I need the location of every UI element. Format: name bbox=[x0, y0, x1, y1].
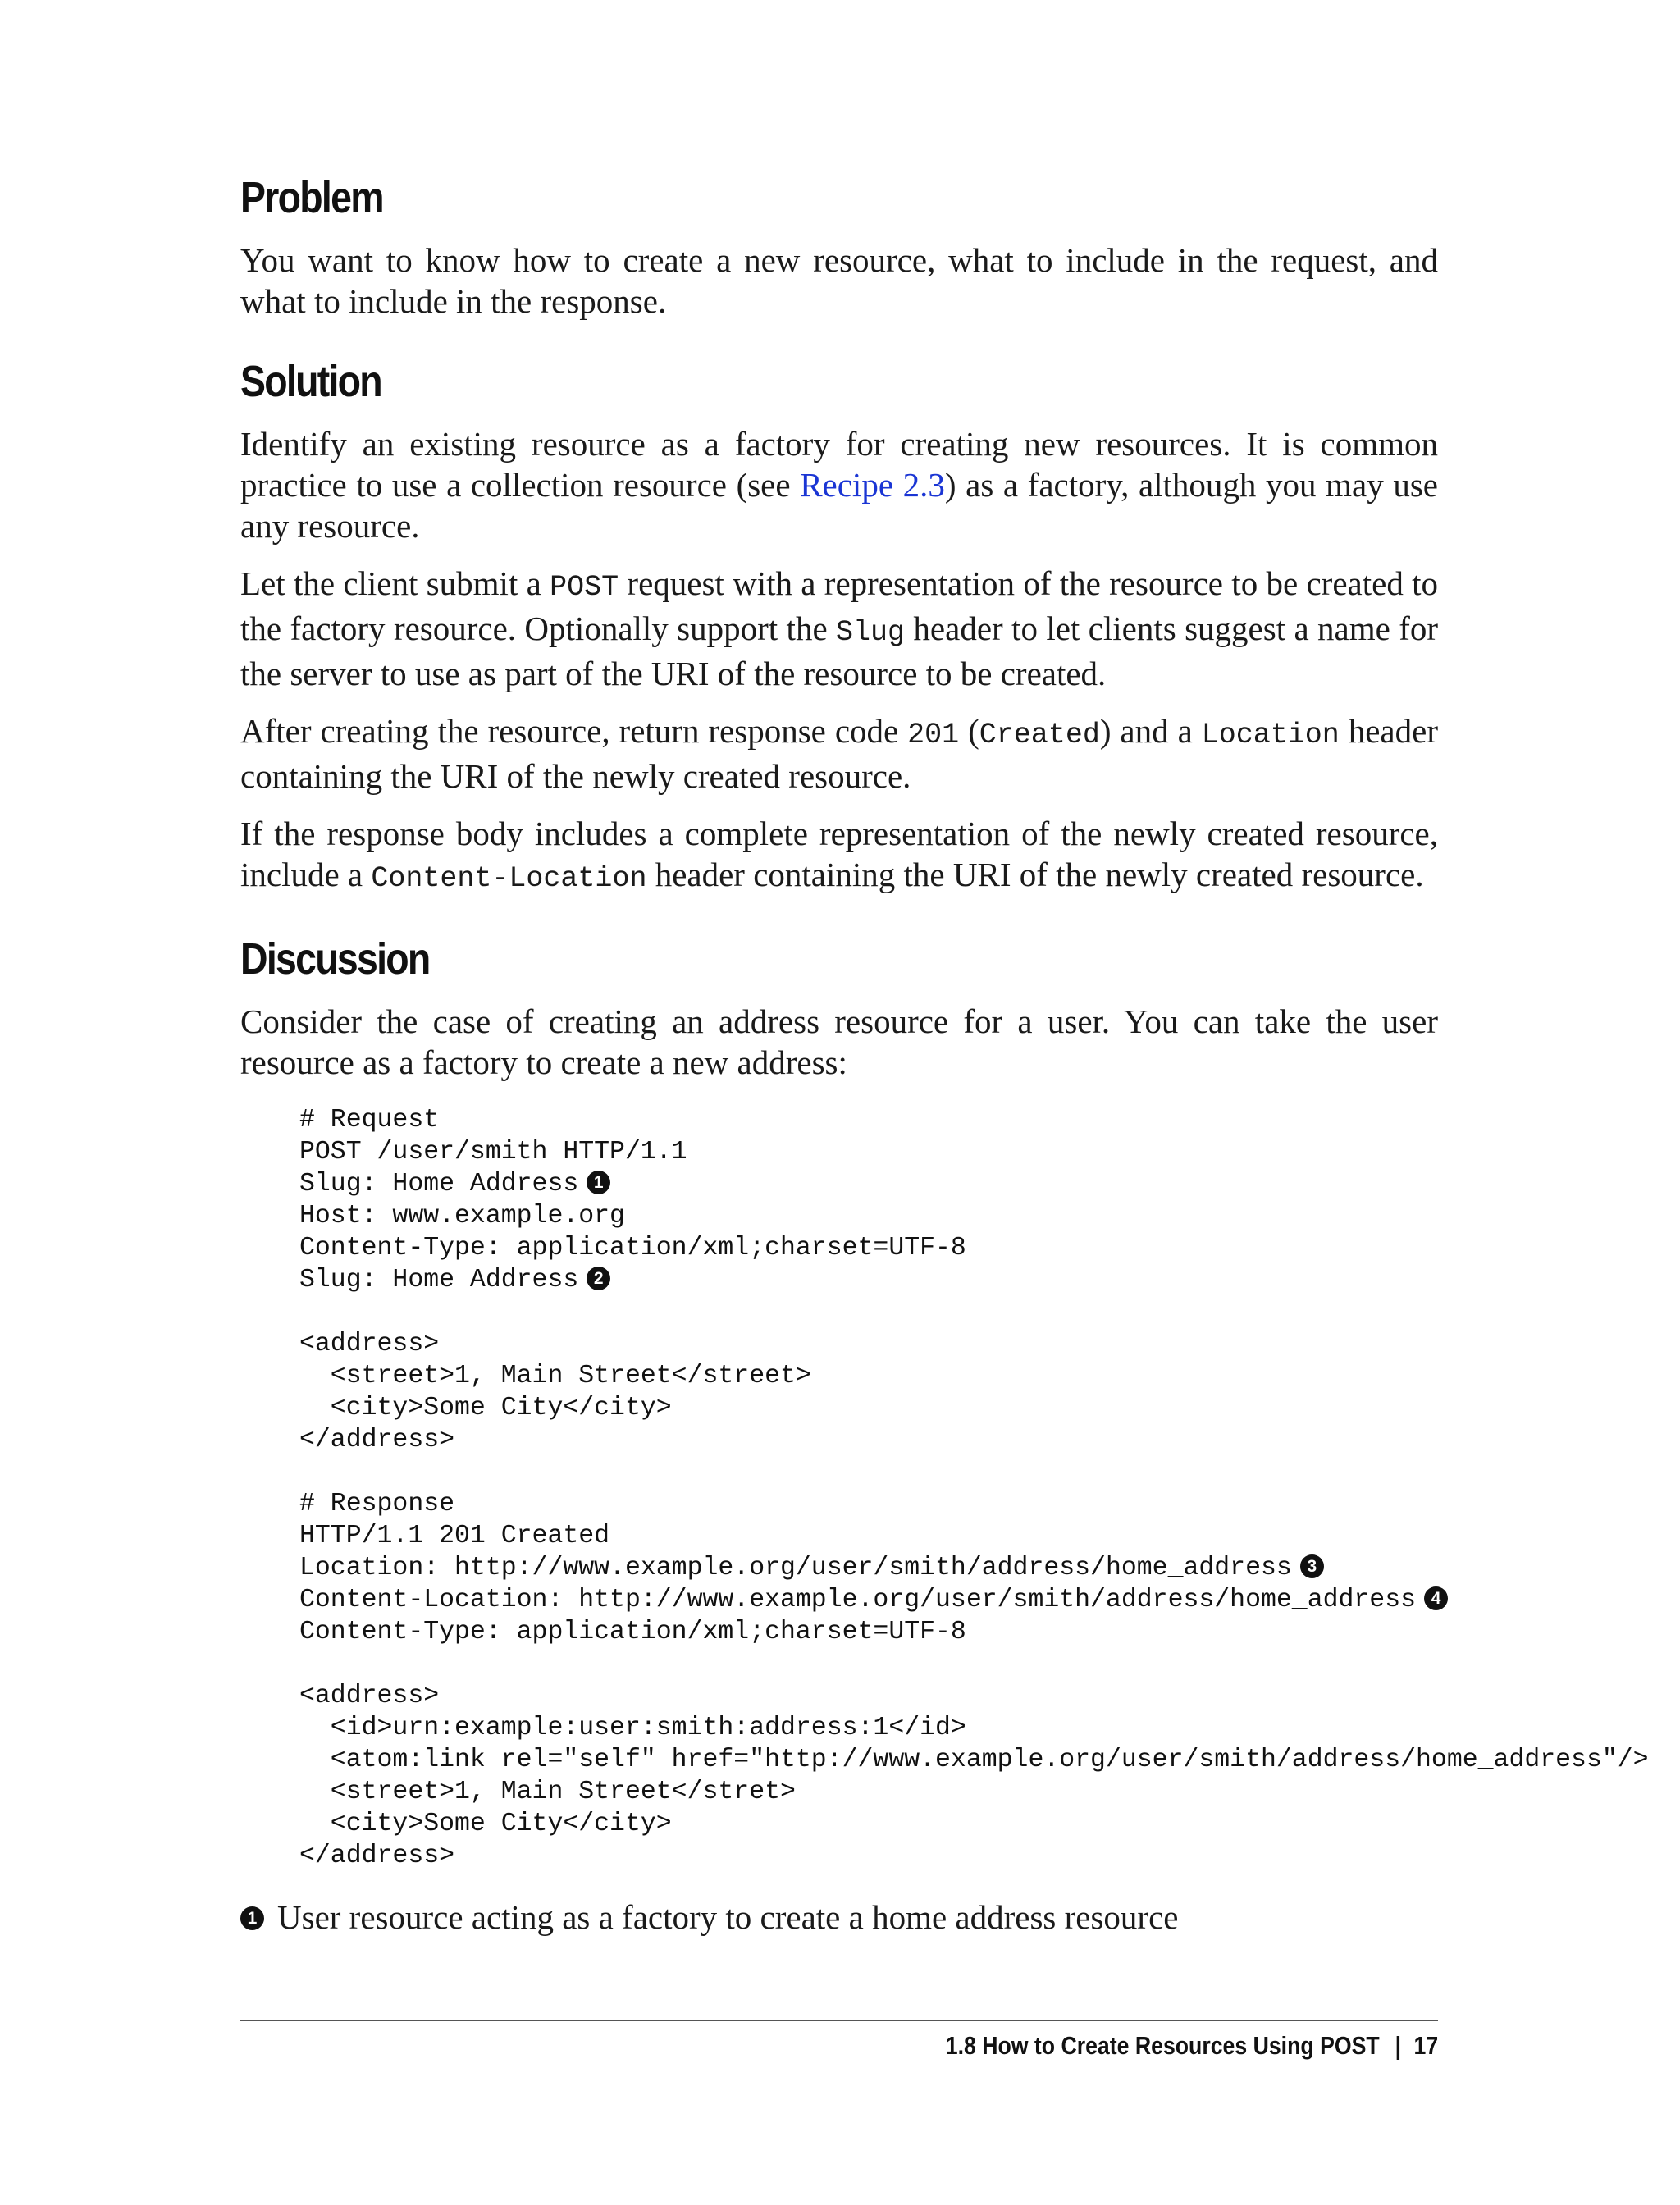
discussion-intro: Consider the case of creating an address resource for a user. You can take the user resource as a factory to create a new address: bbox=[240, 1002, 1438, 1082]
callout-marker-4: 4 bbox=[1424, 1586, 1448, 1610]
solution-paragraph-4: If the response body includes a complete representation of the newly created resource, include a Content-Location header containing the URI of the newly created resource. bbox=[240, 815, 1438, 896]
solution-paragraph-1: Identify an existing resource as a factory for creating new resources. It is common practice to use a collection resource (see Recipe 2.3) as a factory, although you may use any resource. bbox=[240, 425, 1438, 546]
solution-heading: Solution bbox=[240, 357, 381, 407]
solution-paragraph-3: After creating the resource, return response code 201 (Created) and a Location header containing the URI of the newly created resource. bbox=[240, 712, 1438, 796]
callout-1-text: User resource acting as a factory to create a home address resource bbox=[277, 1898, 1179, 1937]
page-number: 17 bbox=[1413, 2031, 1438, 2060]
page-content bbox=[240, 172, 1649, 1938]
footer-separator: | bbox=[1395, 2031, 1401, 2060]
callout-marker-1: 1 bbox=[587, 1171, 610, 1194]
discussion-heading: Discussion bbox=[240, 934, 430, 984]
inline-code-location: Location bbox=[1201, 719, 1340, 752]
solution-paragraph-2: Let the client submit a POST request with a representation of the resource to be created to the factory resource. Optionally support the Slug header to let clients suggest a name for the server to use as part of the URI of the resource to be created. bbox=[240, 564, 1439, 693]
page-footer bbox=[946, 2031, 1438, 2061]
callout-list-marker-1: 1 bbox=[240, 1906, 264, 1930]
inline-code-post: POST bbox=[550, 571, 619, 605]
recipe-2-3-link[interactable]: Recipe 2.3 bbox=[800, 466, 945, 504]
callout-marker-2: 2 bbox=[587, 1267, 610, 1290]
footer-section-title: 1.8 How to Create Resources Using POST bbox=[945, 2031, 1380, 2060]
problem-heading: Problem bbox=[240, 173, 383, 222]
inline-code-content-location: Content-Location bbox=[371, 862, 647, 896]
code-example: # Request POST /user/smith HTTP/1.1 Slug: Home Address 1 Host: www.example.org Content-Type: application/xml;charset=UTF-8 Slug: Home Address 2 <address> <street>1, Main Street</street> <city>Some City</city> </address> # Response HTTP/1.1 201 Created Location: http://www.example.org/user/smith/address/home_address 3 Content-Location: http://www.example.org/user/smith/address/home_address 4 Content-Type: application/xml;charset=UTF-8 <address> <id>urn:example:user:smith:address:1</id> <atom:link rel="self" href="http://www.example.org/user/smith/address/home_address"/> <street>1, Main Street</stret> <city>Some City</city> </address> bbox=[299, 1106, 1649, 1871]
problem-text: You want to know how to create a new resource, what to include in the request, and what to include in the response. bbox=[240, 241, 1438, 321]
callout-list-item-1 bbox=[240, 1897, 1438, 1938]
inline-code-201: 201 bbox=[907, 719, 960, 752]
footer-rule bbox=[240, 2020, 1438, 2021]
callout-list bbox=[240, 1897, 1438, 1938]
callout-marker-3: 3 bbox=[1300, 1554, 1324, 1578]
inline-code-slug: Slug bbox=[836, 616, 906, 650]
inline-code-created: Created bbox=[979, 719, 1100, 752]
